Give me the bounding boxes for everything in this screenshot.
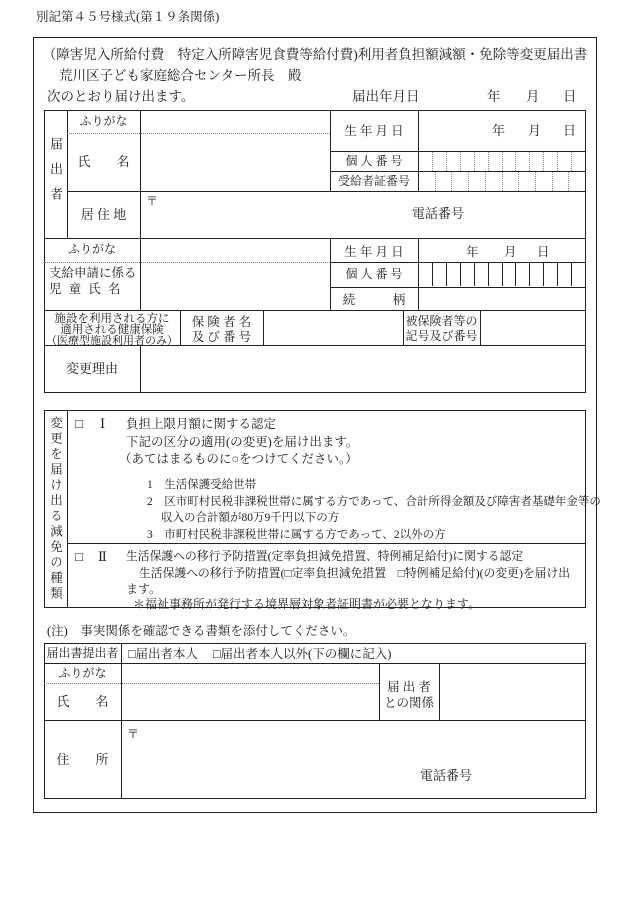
child-birthdate-year-unit: 年	[466, 245, 479, 259]
child-name-label-line1: 支給申請に係る	[49, 266, 137, 280]
submission-date-field[interactable]	[420, 86, 560, 104]
digit-cell[interactable]	[488, 152, 502, 171]
digit-cell[interactable]	[432, 263, 446, 286]
item1-line2: （あてはまるものに○をつけてください。）	[119, 452, 358, 466]
digit-cell[interactable]	[435, 172, 452, 191]
applicant-section-label: 届出者	[48, 136, 63, 212]
submitter-relationship-field[interactable]	[440, 664, 584, 719]
submitter-option-self[interactable]: □届出者本人	[128, 647, 199, 661]
digit-cell[interactable]	[446, 263, 460, 286]
child-birthdate-day-unit: 日	[537, 245, 550, 259]
digit-cell[interactable]	[529, 152, 543, 171]
item1-checkbox[interactable]: □	[75, 416, 83, 431]
grid-line	[67, 410, 68, 608]
applicant-residence-label: 居 住 地	[80, 207, 127, 222]
submitter-address-field[interactable]	[122, 721, 412, 767]
applicant-phone-field[interactable]	[466, 199, 584, 221]
item1-numeral: Ⅰ	[100, 416, 106, 431]
digit-cell[interactable]	[571, 152, 585, 171]
change-reason-field[interactable]	[141, 346, 585, 391]
digit-cell[interactable]	[446, 152, 460, 171]
applicant-name-label: 氏 名	[77, 154, 130, 169]
digit-cell[interactable]	[419, 152, 432, 171]
applicant-postal-mark: 〒	[146, 194, 159, 208]
item1-option-1[interactable]: 1 生活保護受給世帯	[147, 479, 257, 491]
digit-cell[interactable]	[535, 172, 552, 191]
applicant-birthdate-day-unit: 日	[563, 123, 577, 138]
digit-cell[interactable]	[474, 152, 488, 171]
applicant-name-field[interactable]	[141, 134, 329, 190]
insurer-label-line2: 及 び 番 号	[191, 330, 252, 344]
item2-checkbox[interactable]: □	[75, 549, 83, 564]
digit-cell[interactable]	[543, 152, 557, 171]
submitter-option-other[interactable]: □届出者本人以外(下の欄に記入)	[213, 647, 392, 661]
digit-cell[interactable]	[502, 263, 516, 286]
digit-cell[interactable]	[451, 172, 468, 191]
submitter-row-label: 届出書提出者	[46, 646, 119, 660]
digit-cell[interactable]	[552, 172, 569, 191]
insurer-label-line1: 保 険 者 名	[191, 315, 252, 329]
item1-line1: 下記の区分の適用(の変更)を届け出ます。	[126, 435, 359, 449]
submitter-furigana-label: ふりがな	[58, 666, 107, 680]
item2-line1: 生活保護への移行予防措置(□定率負担減免措置 □特例補足給付)(の変更)を届け出	[139, 566, 571, 580]
submitter-relationship-label-line1: 届 出 者	[387, 680, 431, 694]
submitter-furigana-field[interactable]	[122, 664, 378, 683]
change-type-section-label: 変更を届け出る減免の種類	[48, 416, 63, 602]
submitter-address-label: 住 所	[56, 752, 109, 767]
change-reason-label: 変更理由	[65, 361, 118, 376]
applicant-birthdate-month-unit: 月	[528, 123, 542, 138]
digit-cell[interactable]	[515, 263, 529, 286]
submission-date-year-unit: 年	[487, 89, 501, 104]
applicant-birthdate-year-unit: 年	[492, 123, 506, 138]
digit-cell[interactable]	[432, 152, 446, 171]
applicant-certificate-no-cells[interactable]	[419, 172, 585, 191]
submitter-phone-label: 電話番号	[420, 768, 473, 783]
submission-date-month-unit: 月	[526, 89, 540, 104]
item1-option-2[interactable]: 2 区市町村民税非課税世帯に属する方であって、合計所得金額及び障害者基礎年金等の	[147, 496, 601, 508]
child-relationship-field[interactable]	[419, 288, 584, 309]
attachment-note: (注) 事実関係を確認できる書類を添付してください。	[47, 624, 356, 638]
insurance-label-line2: 適用される健康保険	[60, 324, 164, 336]
applicant-furigana-label: ふりがな	[79, 114, 128, 128]
child-birthdate-field[interactable]	[419, 239, 489, 261]
digit-cell[interactable]	[460, 152, 474, 171]
applicant-birthdate-field[interactable]	[419, 111, 489, 150]
child-furigana-field[interactable]	[141, 239, 329, 261]
digit-cell[interactable]	[557, 152, 571, 171]
grid-line	[67, 543, 586, 544]
submitter-name-label: 氏 名	[56, 694, 109, 709]
child-name-label-line2: 児 童 氏 名	[49, 282, 123, 296]
applicant-personal-no-label: 個 人 番 号	[345, 154, 403, 168]
applicant-residence-field[interactable]	[141, 192, 401, 237]
digit-cell[interactable]	[529, 263, 543, 286]
applicant-furigana-field[interactable]	[141, 111, 329, 132]
digit-cell[interactable]	[502, 152, 516, 171]
child-personal-no-cells[interactable]	[419, 263, 585, 286]
digit-cell[interactable]	[485, 172, 502, 191]
child-birthdate-month-unit: 月	[504, 245, 517, 259]
item2-note: ＊福祉事務所が発行する境界層対象者証明書が必要となります。	[133, 597, 481, 611]
submitter-postal-mark: 〒	[127, 727, 140, 741]
digit-cell[interactable]	[518, 172, 535, 191]
insurance-label-line1: 施設を利用される方に	[54, 313, 170, 325]
submission-date-label: 届出年月日	[352, 89, 420, 104]
item1-title: 負担上限月額に関する認定	[126, 417, 277, 431]
submission-date-day-unit: 日	[563, 89, 577, 104]
digit-cell[interactable]	[419, 172, 435, 191]
item1-option-3[interactable]: 3 市町村民税非課税世帯に属する方であって、2以外の方	[147, 529, 446, 541]
applicant-certificate-no-label: 受給者証番号	[337, 174, 410, 188]
digit-cell[interactable]	[419, 263, 432, 286]
digit-cell[interactable]	[488, 263, 502, 286]
child-name-field[interactable]	[141, 263, 329, 309]
submitter-phone-field[interactable]	[472, 762, 584, 784]
insured-label-line2: 記号及び番号	[405, 329, 478, 343]
declaration-text: 次のとおり届け出ます。	[47, 89, 195, 104]
digit-cell[interactable]	[468, 172, 485, 191]
digit-cell[interactable]	[515, 152, 529, 171]
applicant-birthdate-label: 生 年 月 日	[344, 124, 404, 138]
digit-cell[interactable]	[543, 263, 557, 286]
child-furigana-label: ふりがな	[67, 242, 116, 256]
item2-line2: ます。	[126, 582, 162, 596]
applicant-personal-no-cells[interactable]	[419, 152, 585, 171]
submitter-relationship-label-line2: との関係	[383, 696, 434, 710]
insured-label-line1: 被保険者等の	[405, 314, 478, 328]
addressee: 荒川区子ども家庭総合センター所長 殿	[59, 68, 302, 83]
form-title: （障害児入所給付費 特定入所障害児食費等給付費)利用者負担額減額・免除等変更届出書	[42, 47, 588, 62]
digit-cell[interactable]	[557, 263, 571, 286]
insurer-number-field[interactable]	[264, 311, 402, 344]
child-personal-no-label: 個 人 番 号	[345, 267, 403, 281]
digit-cell[interactable]	[474, 263, 488, 286]
digit-cell[interactable]	[502, 172, 519, 191]
insurance-label-line3: （医療型施設利用者のみ）	[46, 335, 178, 347]
applicant-phone-label: 電話番号	[412, 206, 465, 221]
item2-numeral: Ⅱ	[98, 549, 107, 564]
item2-title: 生活保護への移行予防措置(定率負担減免措置、特例補足給付)に関する認定	[126, 549, 524, 563]
submitter-name-field[interactable]	[122, 684, 378, 719]
item1-option-2-cont: 収入の合計額が80万9千円以下の方	[161, 512, 340, 524]
digit-cell[interactable]	[568, 172, 585, 191]
child-birthdate-label: 生 年 月 日	[344, 245, 404, 259]
digit-cell[interactable]	[460, 263, 474, 286]
child-relationship-label: 続 柄	[342, 293, 406, 307]
insured-number-field[interactable]	[481, 311, 585, 344]
form-code: 別記第４５号様式(第１９条関係)	[36, 10, 220, 24]
digit-cell[interactable]	[571, 263, 585, 286]
